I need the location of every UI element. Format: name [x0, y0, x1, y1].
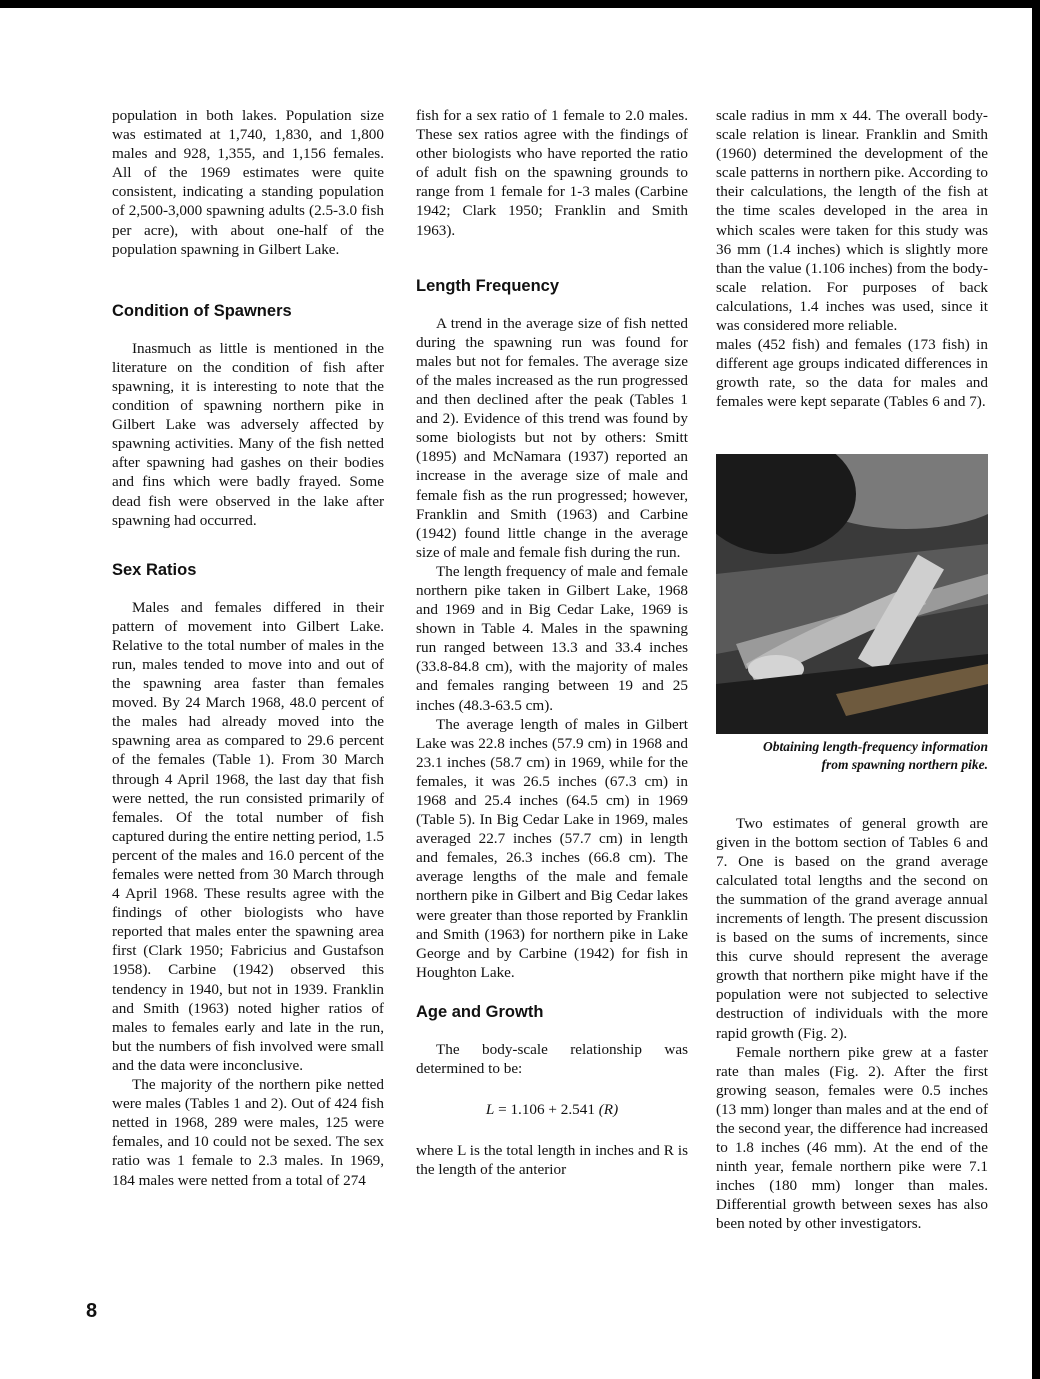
heading-length-frequency: Length Frequency [416, 276, 560, 295]
paragraph-length-2: The length frequency of male and female northern pike taken in Gilbert Lake, 1968 and 1969 and in Big Cedar Lake, 1969 is shown in Table 4. Males in the spawning run ranged between 13.3 and 33.4 inches (33.8-84.8 cm), with the majority of males and females ranging between 19 and 25 inches (48.3-63.5 cm). [416, 562, 688, 714]
page-border-right [1032, 0, 1040, 1379]
column-1 [112, 106, 384, 1190]
paragraph-condition: Inasmuch as little is mentioned in the literature on the condition of fish after spawning, it is interesting to note that the condition of spawning northern pike in Gilbert Lake was adversely affected by spawning activities. Many of the fish netted after spawning had gashes on their bodies and fins which were badly frayed. Some dead fish were observed in the lake after spawning had occurred. [112, 339, 384, 529]
photo-netting-pike [716, 454, 988, 734]
paragraph-growth-2: Female northern pike grew at a faster rate than males (Fig. 2). After the first growing season, females were 0.5 inches (13 mm) longer than males and at the end of the second year, the difference had increased to 1.8 inches (46 mm). At the end of the ninth year, female northern pike were 7.1 inches (180 mm) longer than males. Differential growth between sexes has also been noted by other investigators. [716, 1043, 988, 1233]
equation-rhs: (R) [598, 1101, 619, 1119]
heading-age-and-growth: Age and Growth [416, 1002, 544, 1021]
paragraph-sex-ratios-2: The majority of the northern pike netted were males (Tables 1 and 2). Out of 424 fish netted in 1968, 289 were males, 125 were females, and 10 could not be sexed. The sex ratio was 1 female to 2.3 males. In 1969, 184 males were netted from a total of 274 [112, 1076, 384, 1189]
paragraph-scale-continued-2: males (452 fish) and females (173 fish) in different age groups indicated differences in growth rate, so the data for males and females were kept separate (Tables 6 and 7). [716, 336, 988, 411]
column-2 [416, 106, 688, 1179]
photo-caption-line-2: from spawning northern pike. [821, 756, 988, 772]
page-number: 8 [86, 1300, 98, 1322]
equation-lhs: L [485, 1101, 495, 1119]
paragraph-length-3: The average length of males in Gilbert Lake was 22.8 inches (57.9 cm) in 1968 and 23.1 inches (58.7 cm) in 1969, while for the females, it was 26.5 inches (67.3 cm) in 1968 and 25.4 inches (64.5 cm) in 1969 (Table 5). In Big Cedar Lake in 1969, males averaged 22.7 inches (57.7 cm) in length and females, 26.3 inches (66.8 cm). The average lengths of the male and female northern pike in Gilbert and Big Cedar lakes were greater than those reported by Franklin and Smith (1963) for northern pike in Lake George and by Carbine (1942) for fish in Houghton Lake. [416, 715, 688, 981]
paragraph-sex-ratios-1: Males and females differed in their pattern of movement into Gilbert Lake. Relative to the total number of males in the run, males tended to move into and out of the spawning area faster than females moved. By 24 March 1968, 48.0 percent of the males had already moved into the spawning area as compared to 29.6 percent of the females (Table 1). From 30 March through 4 April 1968, the last day that fish were netted, the run consisted primarily of females. Of the total number of fish captured during the entire netting period, 1.5 percent of the males and 16.0 percent of the females were netted from 30 March through 4 April 1968. These results agree with the findings of other biologists who have reported that males enter the spawning area first (Clark 1950; Fabricius and Gustafson 1958). Carbine (1942) observed this tendency in 1940, but not in 1939. Franklin and Smith (1963) noted higher ratios of males to females early and late in the run, but the numbers of fish involved were small and the data were inconclusive. [112, 598, 384, 1074]
heading-sex-ratios: Sex Ratios [112, 560, 197, 579]
paragraph-population: population in both lakes. Population size was estimated at 1,740, 1,830, and 1,800 males and 928, 1,355, and 1,156 females. All of the 1969 estimates were quite consistent, indicating a standing population of 2,500-3,000 spawning adults (2.5-3.0 fish per acre), with about one-half of the population spawning in Gilbert Lake. [112, 107, 384, 258]
paragraph-growth-1: Two estimates of general growth are given in the bottom section of Tables 6 and 7. One is based on the grand average calculated total lengths and the second on the summation of the grand average annual increments of length. The present discussion is based on the sums of increments, since this curve should represent the average growth that northern pike might have if the population were not subjected to selective destruction of individuals with the more rapid growth (Fig. 2). [716, 814, 988, 1042]
heading-condition-of-spawners: Condition of Spawners [112, 301, 292, 320]
paragraph-length-1: A trend in the average size of fish netted during the spawning run was found for males but not for females. The average size of the males increased as the run progressed and then declined after the peak (Tables 1 and 2). Evidence of this trend was found by some biologists but not by others: Smitt (1895) and McNamara (1937) reported an increase in the average size of male and female fish as the run progressed; however, Franklin and Smith (1963) and Carbine (1942) found little change in the average size of male and female fish during the run. [416, 314, 688, 561]
paragraph-age-2: where L is the total length in inches and R is the length of the anterior [416, 1142, 688, 1179]
paragraph-sex-ratio-continued: fish for a sex ratio of 1 female to 2.0 males. These sex ratios agree with the findings of other biologists who have reported the ratio of adult fish on the spawning grounds to range from 1 female for 1-3 males (Carbine 1942; Clark 1950; Franklin and Smith 1963). [416, 107, 688, 239]
paragraph-age-1: The body-scale relationship was determined to be: [416, 1040, 688, 1078]
page-border-top [0, 0, 1040, 8]
column-3 [716, 106, 988, 1234]
equation-body-scale [416, 1100, 688, 1119]
photo-illustration [716, 454, 988, 734]
paragraph-scale-continued: scale radius in mm x 44. The overall body-scale relation is linear. Franklin and Smith (1960) determined the development of the scale patterns in northern pike. According to their calculations, the length of the fish at the time scales developed in the area in which scales were taken for this study was 36 mm (1.4 inches) which is slightly more than the value (1.106 inches) from the body-scale relation. For purposes of back calculations, 1.4 inches was used, since it was considered more reliable. [716, 107, 988, 335]
photo-caption-line-1: Obtaining length-frequency information [762, 738, 988, 754]
equation-middle: = 1.106 + 2.541 [494, 1101, 599, 1119]
